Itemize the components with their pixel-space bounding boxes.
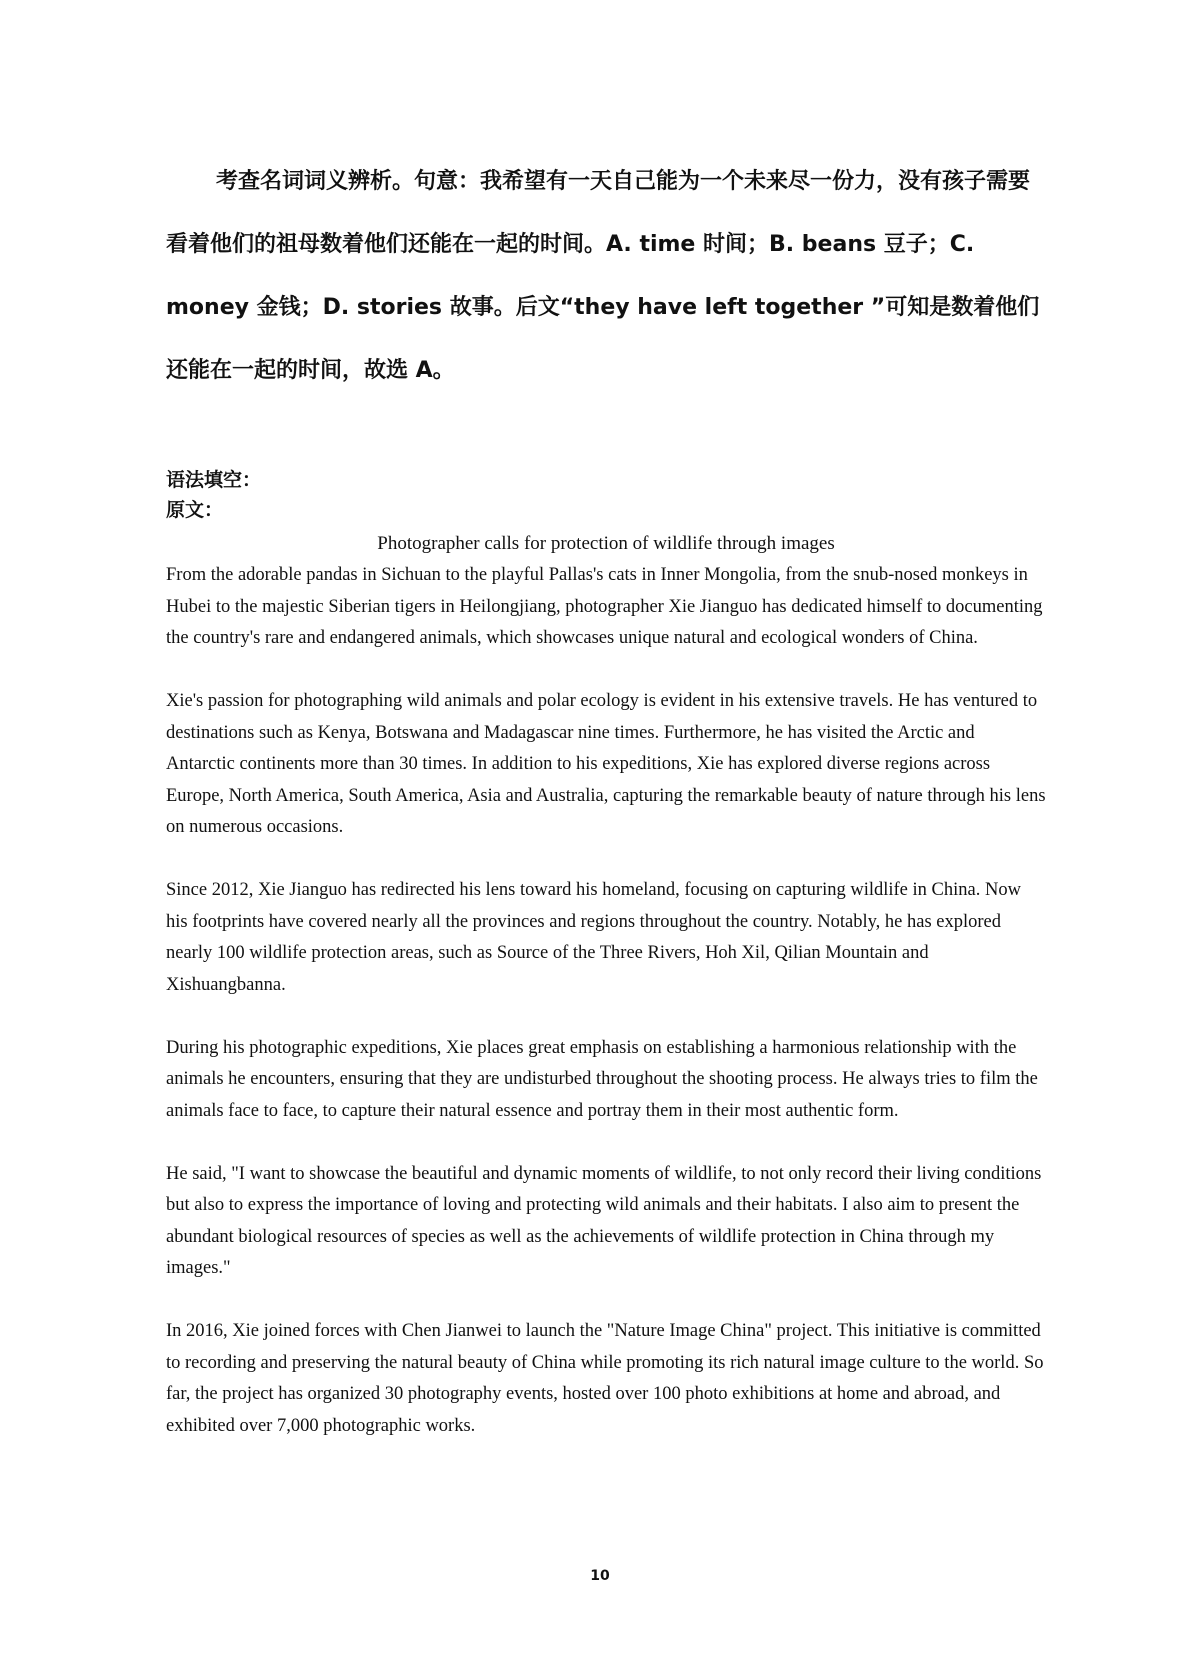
article-body: [166, 560, 1046, 1474]
section-label: 语法填空：: [166, 469, 262, 491]
article-paragraph: Since 2012, Xie Jianguo has redirected his lens toward his homeland, focusing on capturing wildlife in China. Now his footprints have covered nearly all the provinces and regions throughout the country. Notably, he has explored nearly 100 wildlife protection areas, such as Source of the Three Rivers, Hoh Xil, Qilian Mountain and Xishuangbanna.: [166, 880, 1021, 995]
article-paragraph: In 2016, Xie joined forces with Chen Jianwei to launch the "Nature Image China" project. This initiative is committed to recording and preserving the natural beauty of China while promoting its rich natural image culture to the world. So far, the project has organized 30 photography events, hosted over 100 photo exhibitions at home and abroad, and exhibited over 7,000 photographic works.: [166, 1321, 1044, 1436]
article-paragraph: From the adorable pandas in Sichuan to the playful Pallas's cats in Inner Mongolia, from the snub-nosed monkeys in Hubei to the majestic Siberian tigers in Heilongjiang, photographer Xie Jianguo has dedicated himself to documenting the country's rare and endangered animals, which showcases unique natural and ecological wonders of China.: [166, 565, 1043, 648]
article-title: Photographer calls for protection of wildlife through images: [377, 533, 835, 554]
page-number: 10: [590, 1568, 610, 1584]
answer-explanation: [166, 150, 1046, 402]
article-paragraph: During his photographic expeditions, Xie places great emphasis on establishing a harmonious relationship with the animals he encounters, ensuring that they are undisturbed throughout the shooting process. He always tries to film the animals face to face, to capture their natural essence and portray them in their most authentic form.: [166, 1037, 1038, 1121]
explanation-paragraph: 考查名词词义辨析。句意：我希望有一天自己能为一个未来尽一份力，没有孩子需要看着他们的祖母数着他们还能在一起的时间。A. time 时间；B. beans 豆子；C. money 金钱；D. stories 故事。后文“they have left together ”可知是数着他们还能在一起的时间，故选 A。: [166, 169, 1040, 383]
original-text-label: 原文：: [166, 499, 224, 521]
article-paragraph: Xie's passion for photographing wild animals and polar ecology is evident in his extensive travels. He has ventured to destinations such as Kenya, Botswana and Madagascar nine times. Furthermore, he has visited the Arctic and Antarctic continents more than 30 times. In addition to his expeditions, Xie has explored diverse regions across Europe, North America, South America, Asia and Australia, capturing the remarkable beauty of nature through his lens on numerous occasions.: [166, 691, 1046, 837]
article-paragraph: He said, "I want to showcase the beautiful and dynamic moments of wildlife, to not only record their living conditions but also to express the importance of loving and protecting wild animals and their habitats. I also aim to present the abundant biological resources of species as well as the achievements of wildlife protection in China through my images.": [166, 1163, 1042, 1278]
